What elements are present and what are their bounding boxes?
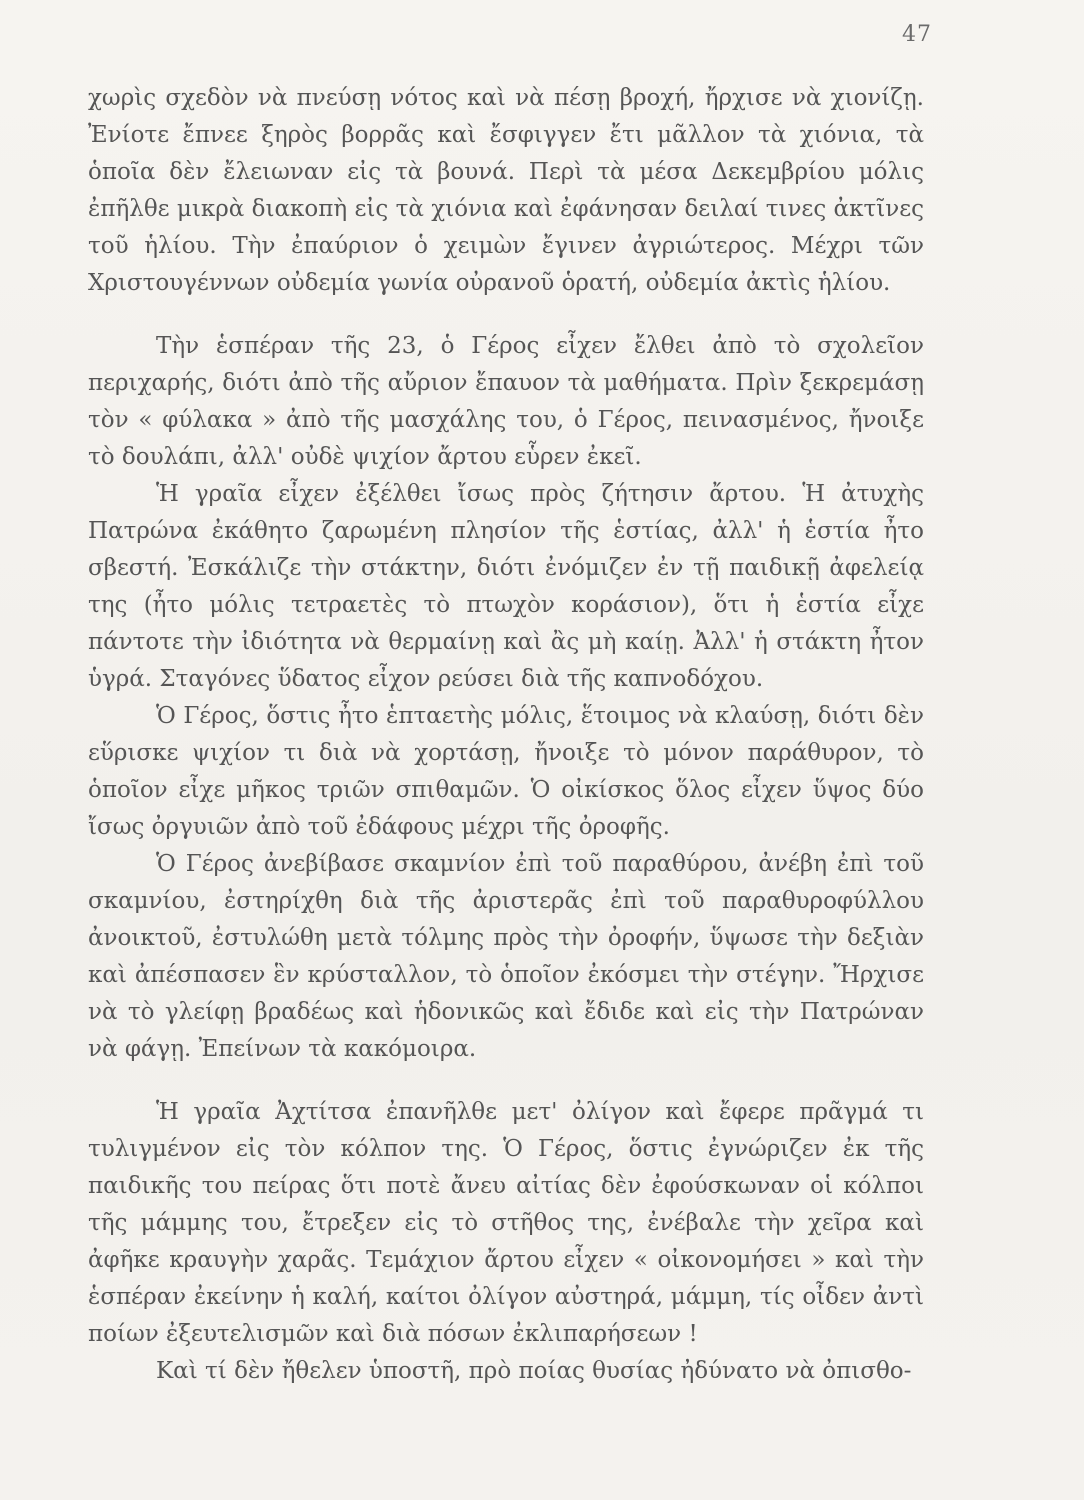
paragraph-5: Ὁ Γέρος ἀνεβίβασε σκαμνίον ἐπὶ τοῦ παραθύρου, ἀνέβη ἐπὶ τοῦ σκαμνίου, ἐστηρίχθη διὰ τῆς ἀριστερᾶς ἐπὶ τοῦ παραθυροφύλλου ἀνοικτοῦ, ἐστυλώθη μετὰ τόλμης πρὸς τὴν ὀροφήν, ὕψωσε τὴν δεξιὰν καὶ ἀπέσπασεν ἓν κρύσταλλον, τὸ ὁποῖον ἐκόσμει τὴν στέγην. Ἤρχισε νὰ τὸ γλείφῃ βραδέως καὶ ἡδονικῶς καὶ ἔδιδε καὶ εἰς τὴν Πατρώναν νὰ φάγῃ. Ἐπείνων τὰ κακόμοιρα. xyxy=(88,851,924,1062)
paragraph-6: Ἡ γραῖα Ἀχτίτσα ἐπανῆλθε μετ' ὀλίγον καὶ ἔφερε πρᾶγμά τι τυλιγμένον εἰς τὸν κόλπον της. Ὁ Γέρος, ὅστις ἐγνώριζεν ἐκ τῆς παιδικῆς του πείρας ὅτι ποτὲ ἄνευ αἰτίας δὲν ἐφούσκωναν οἱ κόλποι τῆς μάμμης του, ἔτρεξεν εἰς τὸ στῆθος της, ἐνέβαλε τὴν χεῖρα καὶ ἀφῆκε κραυγὴν χαρᾶς. Τεμάχιον ἄρτου εἶχεν « οἰκονομήσει » καὶ τὴν ἑσπέραν ἐκείνην ἡ καλή, καίτοι ὀλίγον αὐστηρά, μάμμη, τίς οἶδεν ἀντὶ ποίων ἐξευτελισμῶν καὶ διὰ πόσων ἐκλιπαρήσεων ! xyxy=(88,1099,924,1347)
paragraph-4: Ὁ Γέρος, ὅστις ἦτο ἑπταετὴς μόλις, ἕτοιμος νὰ κλαύσῃ, διότι δὲν εὕρισκε ψιχίον τι διὰ νὰ χορτάσῃ, ἤνοιξε τὸ μόνον παράθυρον, τὸ ὁποῖον εἶχε μῆκος τριῶν σπιθαμῶν. Ὁ οἰκίσκος ὅλος εἶχεν ὕψος δύο ἴσως ὀργυιῶν ἀπὸ τοῦ ἐδάφους μέχρι τῆς ὀροφῆς. xyxy=(88,703,924,840)
paragraph-2: Τὴν ἑσπέραν τῆς 23, ὁ Γέρος εἶχεν ἔλθει ἀπὸ τὸ σχολεῖον περιχαρής, διότι ἀπὸ τῆς αὔριον ἔπαυον τὰ μαθήματα. Πρὶν ξεκρεμάσῃ τὸν « φύλακα » ἀπὸ τῆς μασχάλης του, ὁ Γέρος, πεινασμένος, ἤνοιξε τὸ δουλάπι, ἀλλ' οὐδὲ ψιχίον ἄρτου εὗρεν ἐκεῖ. xyxy=(88,333,924,470)
page-number: 47 xyxy=(902,22,932,47)
paragraph-3: Ἡ γραῖα εἶχεν ἐξέλθει ἴσως πρὸς ζήτησιν ἄρτου. Ἡ ἀτυχὴς Πατρώνα ἐκάθητο ζαρωμένη πλησίον τῆς ἑστίας, ἀλλ' ἡ ἑστία ἦτο σβεστή. Ἐσκάλιζε τὴν στάκτην, διότι ἐνόμιζεν ἐν τῇ παιδικῇ ἀφελείᾳ της (ἦτο μόλις τετραετὲς τὸ πτωχὸν κοράσιον), ὅτι ἡ ἑστία εἶχε πάντοτε τὴν ἰδιότητα νὰ θερμαίνῃ καὶ ἂς μὴ καίῃ. Ἀλλ' ἡ στάκτη ἦτον ὑγρά. Σταγόνες ὕδατος εἶχον ρεύσει διὰ τῆς καπνοδόχου. xyxy=(88,481,924,692)
paragraph-1: χωρὶς σχεδὸν νὰ πνεύσῃ νότος καὶ νὰ πέσῃ βροχή, ἤρχισε νὰ χιονίζῃ. Ἐνίοτε ἔπνεε ξηρὸς βορρᾶς καὶ ἔσφιγγεν ἔτι μᾶλλον τὰ χιόνια, τὰ ὁποῖα δὲν ἔλειωναν εἰς τὰ βουνά. Περὶ τὰ μέσα Δεκεμβρίου μόλις ἐπῆλθε μικρὰ διακοπὴ εἰς τὰ χιόνια καὶ ἐφάνησαν δειλαί τινες ἀκτῖνες τοῦ ἡλίου. Τὴν ἐπαύριον ὁ χειμὼν ἔγινεν ἀγριώτερος. Μέχρι τῶν Χριστουγέννων οὐδεμία γωνία οὐρανοῦ ὁρατή, οὐδεμία ἀκτὶς ἡλίου. xyxy=(88,85,924,296)
paragraph-7: Καὶ τί δὲν ἤθελεν ὑποστῆ, πρὸ ποίας θυσίας ἠδύνατο νὰ ὀπισθο- xyxy=(156,1358,912,1384)
body-text xyxy=(88,80,924,1390)
